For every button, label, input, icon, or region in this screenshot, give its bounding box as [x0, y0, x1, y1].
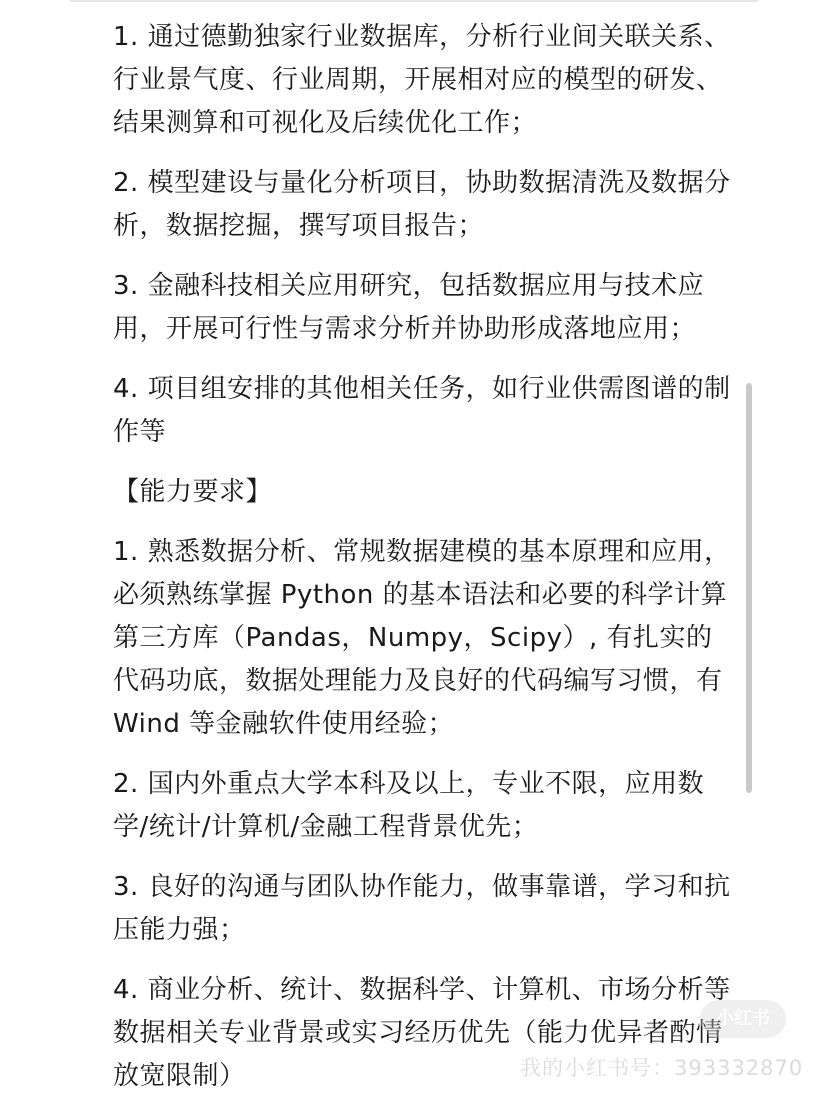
vertical-scrollbar[interactable] [746, 383, 752, 793]
requirement-item-3: 3. 良好的沟通与团队协作能力，做事靠谱，学习和抗压能力强； [113, 872, 731, 945]
duty-item-2: 2. 模型建设与量化分析项目，协助数据清洗及数据分析，数据挖掘，撰写项目报告； [113, 168, 731, 241]
xiaohongshu-watermark-logo: 小红书 [700, 1000, 786, 1038]
duty-item-1: 1. 通过德勤独家行业数据库，分析行业间关联关系、行业景气度、行业周期，开展相对应的模型的研发、结果测算和可视化及后续优化工作； [113, 22, 731, 138]
xiaohongshu-watermark-id: 我的小红书号：393332870 [520, 1056, 804, 1080]
duty-item-3: 3. 金融科技相关应用研究，包括数据应用与技术应用，开展可行性与需求分析并协助形成落地应用； [113, 271, 705, 344]
top-divider [70, 0, 758, 2]
duty-item-4: 4. 项目组安排的其他相关任务，如行业供需图谱的制作等 [113, 374, 731, 447]
job-description-content [113, 16, 733, 1104]
requirement-item-1: 1. 熟悉数据分析、常规数据建模的基本原理和应用，必须熟练掌握 Python 的基本语法和必要的科学计算第三方库（Pandas，Numpy，Scipy）, 有扎实的代码功底，数据处理能力及良好的代码编写习惯，有 Wind 等金融软件使用经验； [113, 537, 731, 739]
requirement-item-2: 2. 国内外重点大学本科及以上，专业不限，应用数学/统计/计算机/金融工程背景优先； [113, 769, 705, 842]
requirements-heading: 【能力要求】 [113, 477, 273, 507]
requirement-item-4: 4. 商业分析、统计、数据科学、计算机、市场分析等数据相关专业背景或实习经历优先（能力优异者酌情放宽限制） [113, 975, 731, 1091]
